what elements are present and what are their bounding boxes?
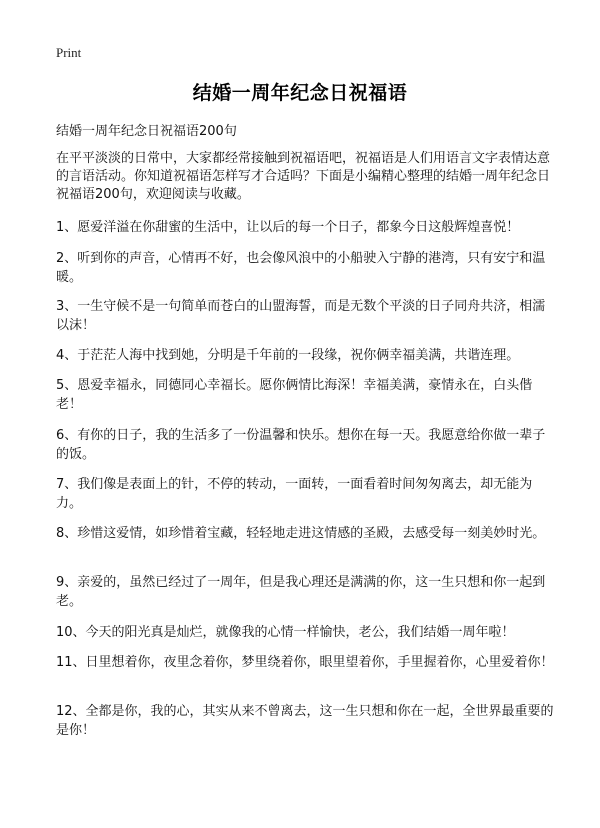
wish-item-3: 3、一生守候不是一句简单而苍白的山盟海誓，而是无数个平淡的日子同舟共济，相濡以沫！ [56, 299, 546, 333]
wish-item-10: 10、今天的阳光真是灿烂，就像我的心情一样愉快，老公，我们结婚一周年啦！ [56, 625, 515, 640]
wish-item-12: 12、全都是你，我的心，其实从来不曾离去，这一生只想和你在一起，全世界最重要的是你！ [56, 704, 554, 738]
article-subtitle: 结婚一周年纪念日祝福语200句 [56, 124, 237, 139]
wish-item-6: 6、有你的日子，我的生活多了一份温馨和快乐。想你在每一天。我愿意给你做一辈子的饭。 [56, 428, 546, 462]
print-link[interactable]: Print [56, 45, 82, 60]
page-title: 结婚一周年纪念日祝福语 [192, 82, 408, 104]
wish-item-4: 4、于茫茫人海中找到她，分明是千年前的一段缘，祝你俩幸福美满，共谐连理。 [56, 348, 520, 363]
wish-item-9: 9、亲爱的，虽然已经过了一周年，但是我心理还是满满的你，这一生只想和你一起到老。 [56, 575, 546, 609]
wish-item-2: 2、听到你的声音，心情再不好，也会像风浪中的小船驶入宁静的港湾，只有安宁和温暖。 [56, 251, 546, 285]
wish-item-1: 1、愿爱洋溢在你甜蜜的生活中，让以后的每一个日子，都象今日这般辉煌喜悦！ [56, 220, 520, 235]
wish-item-5: 5、恩爱幸福永，同德同心幸福长。愿你俩情比海深！幸福美满，豪情永在，白头偕老！ [56, 378, 533, 412]
wish-item-7: 7、我们像是表面上的针，不停的转动，一面转，一面看着时间匆匆离去，却无能为力。 [56, 477, 533, 511]
wish-item-11: 11、日里想着你，夜里念着你，梦里绕着你，眼里望着你，手里握着你，心里爱着你！ [56, 655, 554, 670]
intro-paragraph: 在平平淡淡的日常中，大家都经常接触到祝福语吧，祝福语是人们用语言文字表情达意的言语活动。你知道祝福语怎样写才合适吗？下面是小编精心整理的结婚一周年纪念日祝福语200句，欢迎阅读与收藏。 [56, 151, 551, 202]
wish-item-8: 8、珍惜这爱情，如珍惜着宝藏，轻轻地走进这情感的圣殿，去感受每一刻美妙时光。 [56, 526, 546, 541]
